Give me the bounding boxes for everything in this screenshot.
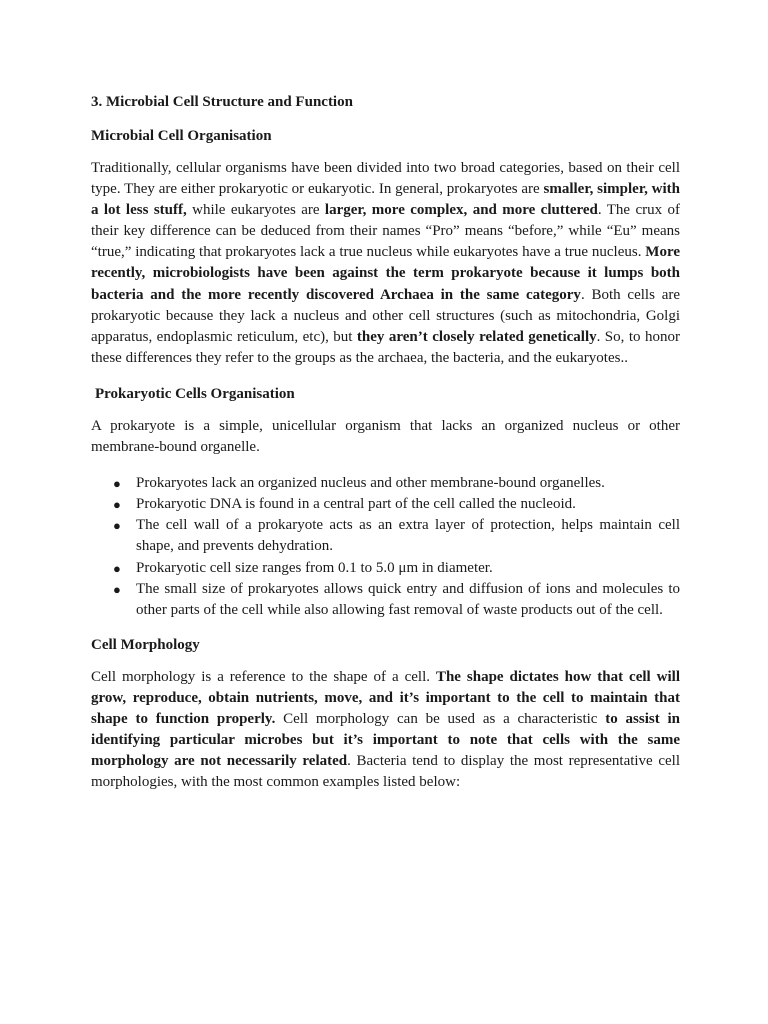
heading-cell-morphology: Cell Morphology: [91, 636, 200, 653]
list-item: [91, 494, 680, 515]
list-item-text: The cell wall of a prokaryote acts as an extra layer of protection, helps maintain cell shape, and prevents dehydration.: [136, 517, 680, 555]
emphasis-text: The shape dictates how that cell will grow, reproduce, obtain nutrients, move, and it’s important to the cell to maintain that shape to function properly.: [91, 668, 680, 727]
bullet-icon: ●: [113, 497, 121, 513]
emphasis-text: larger, more complex, and more cluttered: [324, 202, 598, 219]
paragraph-cell-morphology: [91, 667, 680, 794]
body-text: Cell morphology can be used as a characteristic: [275, 710, 606, 727]
list-item-text: Prokaryotes lack an organized nucleus and other membrane-bound organelles.: [136, 475, 605, 492]
body-text: Traditionally, cellular organisms have been divided into two broad categories, based on their cell type. They are either prokaryotic or eukaryotic. In general, prokaryotes are: [91, 160, 680, 198]
prokaryote-bullet-list: [91, 473, 680, 621]
paragraph-prokaryote-intro: A prokaryote is a simple, unicellular organism that lacks an organized nucleus or other membrane-bound organelle.: [91, 417, 680, 456]
body-text: while eukaryotes are: [186, 202, 325, 219]
bullet-icon: ●: [113, 476, 121, 492]
list-item-text: The small size of prokaryotes allows quick entry and diffusion of ions and molecules to other parts of the cell while also allowing fast removal of waste products out of the cell.: [136, 580, 680, 618]
heading-prokaryotic-cells-organisation: Prokaryotic Cells Organisation: [95, 385, 295, 402]
body-text: . The crux of their key difference can be deduced from their names “Pro” means “before,” while “Eu” means “true,” indicating that prokaryotes lack a true nucleus while eukaryotes have a true nucleus.: [91, 202, 680, 261]
list-item: [91, 515, 680, 557]
body-text: Cell morphology is a reference to the shape of a cell.: [91, 668, 436, 685]
list-item-text: Prokaryotic DNA is found in a central part of the cell called the nucleoid.: [136, 496, 576, 513]
list-item: [91, 579, 680, 621]
emphasis-text: More recently, microbiologists have been against the term prokaryote because it lumps both bacteria and the more recently discovered Archaea in the same category: [91, 244, 680, 303]
bullet-icon: ●: [113, 518, 121, 534]
body-text: . Bacteria tend to display the most representative cell morphologies, with the most common examples listed below:: [91, 753, 681, 791]
body-text: . Both cells are prokaryotic because they lack a nucleus and other cell structures (such as mitochondria, Golgi apparatus, endoplasmic reticulum, etc), but: [91, 286, 680, 345]
emphasis-text: smaller, simpler, with a lot less stuff,: [91, 181, 680, 219]
emphasis-text: they aren’t closely related genetically: [356, 328, 597, 345]
list-item: [91, 558, 680, 579]
list-item: [91, 473, 680, 494]
section-title: 3. Microbial Cell Structure and Function: [91, 94, 353, 110]
document-page: [91, 92, 680, 808]
emphasis-text: to assist in identifying particular microbes but it’s important to note that cells with the same morphology are not necessarily related: [91, 710, 680, 770]
bullet-icon: ●: [113, 581, 121, 597]
body-text: . So, to honor these differences they refer to the groups as the archaea, the bacteria, and the eukaryotes..: [91, 328, 680, 366]
bullet-icon: ●: [113, 560, 121, 576]
paragraph-organisation: [91, 158, 680, 369]
heading-microbial-cell-organisation: Microbial Cell Organisation: [91, 128, 272, 144]
list-item-text: Prokaryotic cell size ranges from 0.1 to 5.0 μm in diameter.: [136, 559, 493, 576]
